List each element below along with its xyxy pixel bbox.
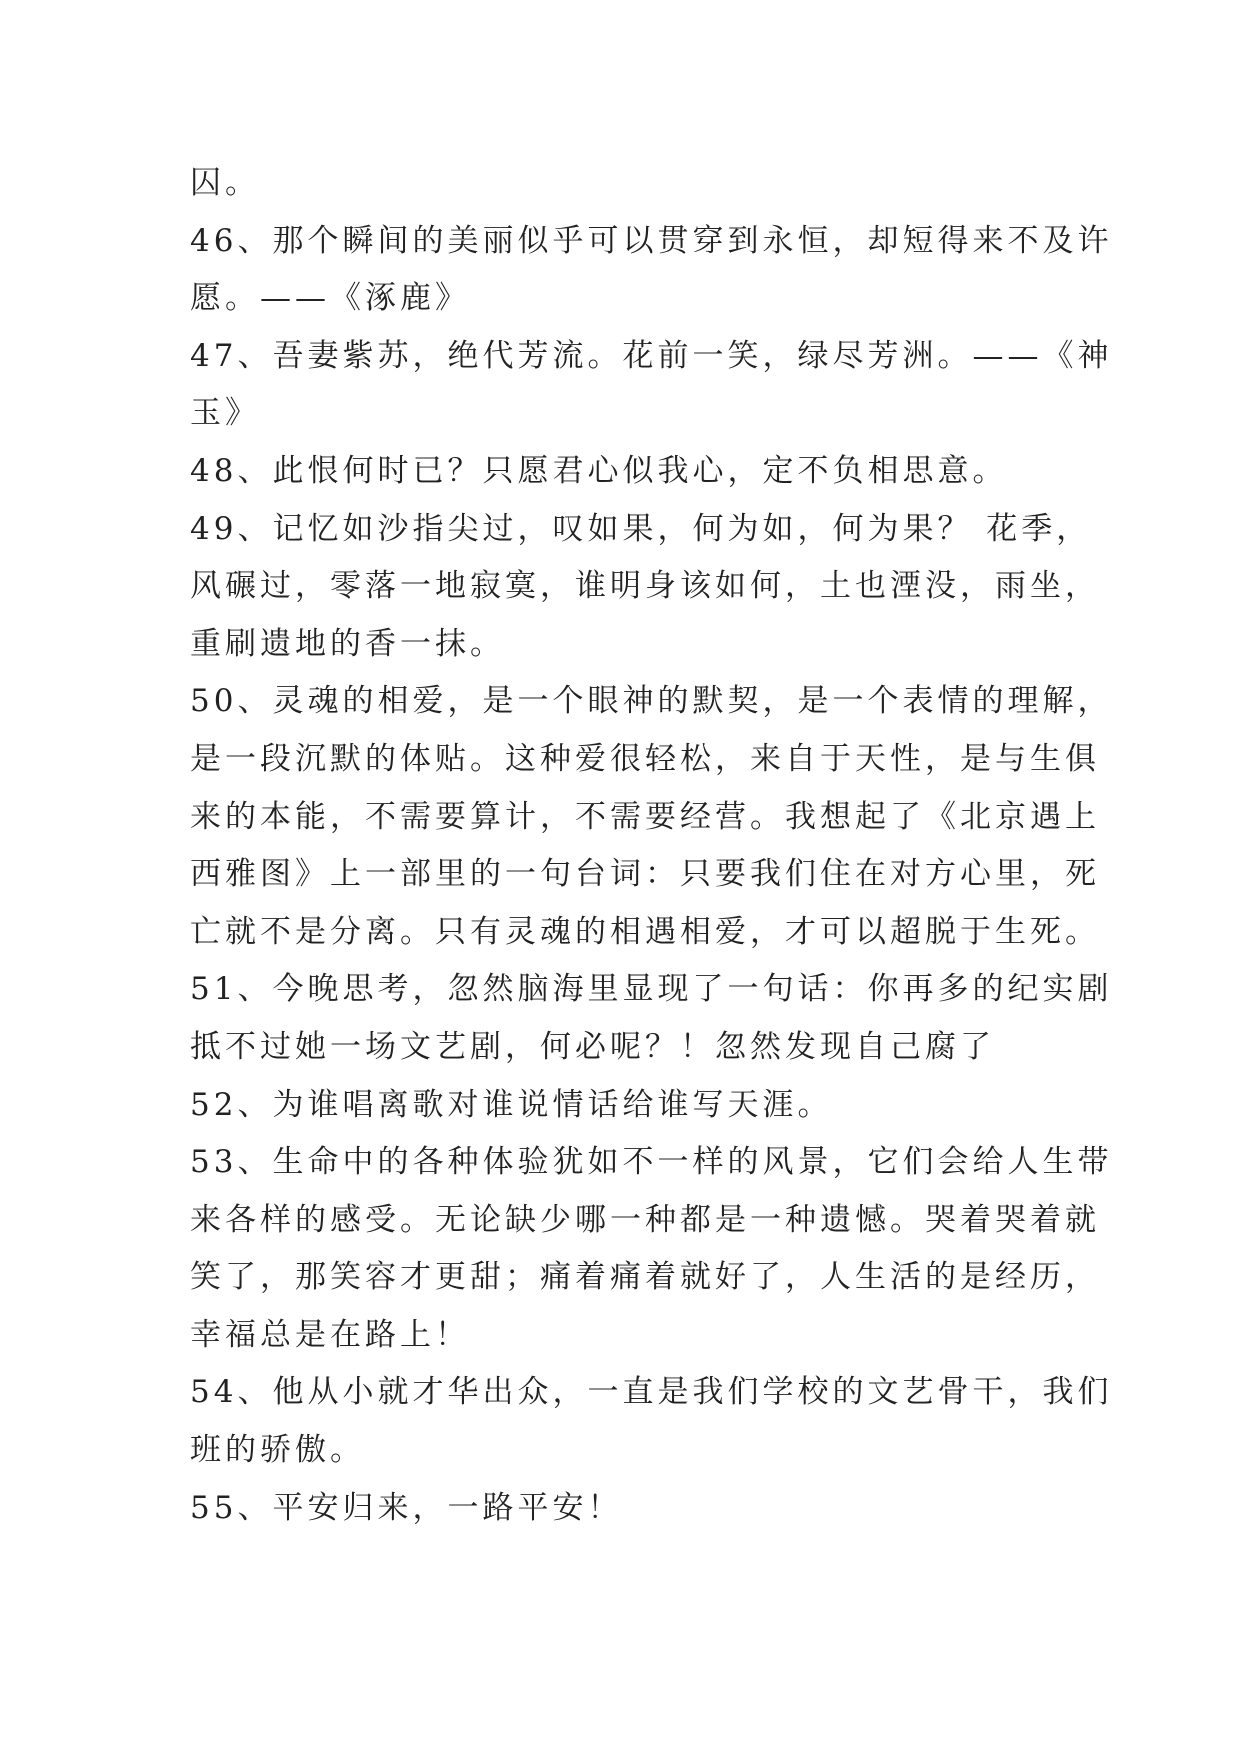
text-line: 风碾过，零落一地寂寞，谁明身该如何，土也湮没，雨坐， [190,568,1100,605]
text-line: 幸福总是在路上！ [190,1316,470,1353]
text-line: 49、记忆如沙指尖过，叹如果，何为如，何为果？ 花季， [190,510,1092,547]
text-line: 53、生命中的各种体验犹如不一样的风景，它们会给人生带 [190,1144,1113,1181]
text-line: 西雅图》上一部里的一句台词：只要我们住在对方心里，死 [190,856,1100,893]
text-line: 笑了，那笑容才更甜；痛着痛着就好了，人生活的是经历， [190,1259,1100,1296]
text-line: 抵不过她一场文艺剧，何必呢？！忽然发现自己腐了 [190,1028,995,1065]
text-line: 班的骄傲。 [190,1432,365,1469]
text-line: 玉》 [190,395,260,432]
text-line: 51、今晚思考，忽然脑海里显现了一句话：你再多的纪实剧 [190,971,1113,1008]
text-line: 囚。 [190,165,260,201]
text-line: 48、此恨何时已？只愿君心似我心，定不负相思意。 [190,452,1008,489]
text-line: 54、他从小就才华出众，一直是我们学校的文艺骨干，我们 [190,1374,1113,1411]
text-line: 46、那个瞬间的美丽似乎可以贯穿到永恒，却短得来不及许 [190,222,1113,259]
text-line: 47、吾妻紫苏，绝代芳流。花前一笑，绿尽芳洲。——《神 [190,337,1113,374]
document-body [190,155,1113,1537]
text-line: 重刷遗地的香一抹。 [190,625,505,662]
text-line: 52、为谁唱离歌对谁说情话给谁写天涯。 [190,1086,833,1123]
text-line: 50、灵魂的相爱，是一个眼神的默契，是一个表情的理解， [190,683,1113,720]
text-line: 55、平安归来，一路平安！ [190,1489,623,1526]
text-line: 亡就不是分离。只有灵魂的相遇相爱，才可以超脱于生死。 [190,913,1100,950]
text-line: 愿。——《涿鹿》 [190,280,470,317]
text-line: 来的本能，不需要算计，不需要经营。我想起了《北京遇上 [190,798,1100,835]
text-line: 是一段沉默的体贴。这种爱很轻松，来自于天性，是与生俱 [190,740,1100,777]
text-line: 来各样的感受。无论缺少哪一种都是一种遗憾。哭着哭着就 [190,1201,1100,1238]
